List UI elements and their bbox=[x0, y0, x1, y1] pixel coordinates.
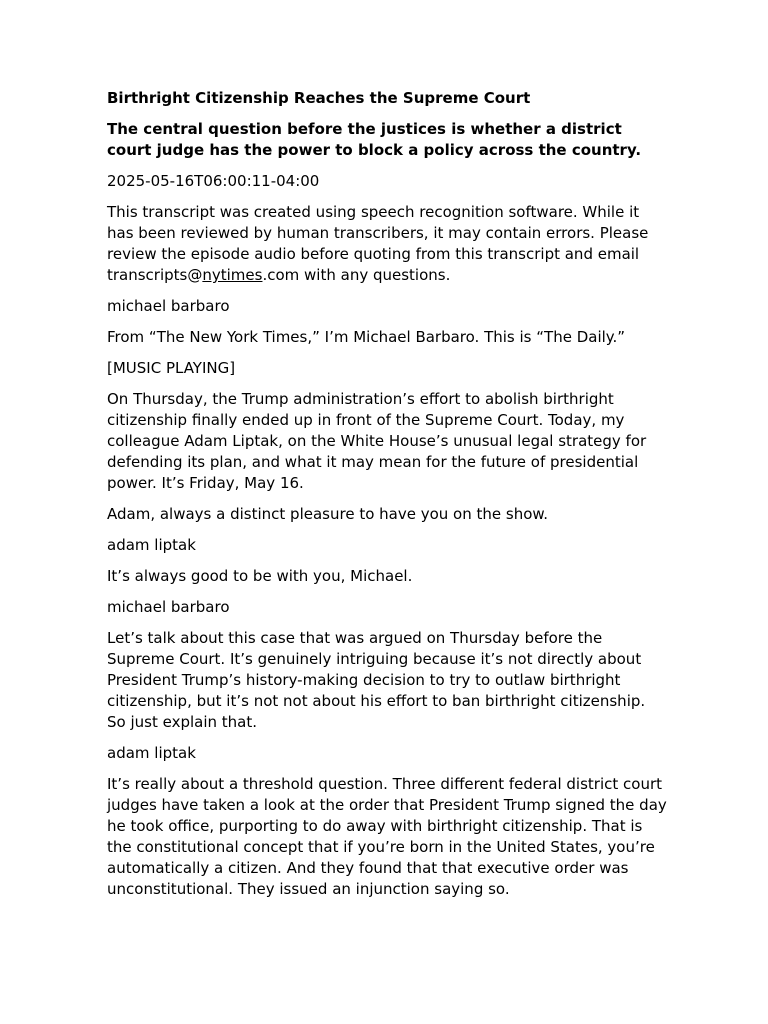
transcript-line: Adam, always a distinct pleasure to have you on the show. bbox=[107, 505, 549, 523]
speaker-name: michael barbaro bbox=[107, 598, 230, 616]
transcript-disclaimer bbox=[107, 202, 667, 286]
transcript-line: From “The New York Times,” I’m Michael Barbaro. This is “The Daily.” bbox=[107, 328, 626, 346]
disclaimer-text: This transcript was created using speech recognition software. While it has been reviewed by human transcribers, it may contain errors. Please review the episode audio before quoting from this transcript and email transcripts@ bbox=[107, 203, 649, 284]
transcript-line: On Thursday, the Trump administration’s effort to abolish birthright citizenship finally ended up in front of the Supreme Court. Today, my colleague Adam Liptak, on the White House’s unusual legal strategy for defending its plan, and what it may mean for the future of presidential power. It’s Friday, May 16. bbox=[107, 390, 647, 492]
article-title: Birthright Citizenship Reaches the Supreme Court bbox=[107, 89, 531, 107]
disclaimer-text-end: .com with any questions. bbox=[262, 266, 451, 284]
nytimes-link[interactable]: nytimes bbox=[202, 266, 263, 284]
transcript-document bbox=[107, 88, 667, 910]
transcript-line: Let’s talk about this case that was argued on Thursday before the Supreme Court. It’s genuinely intriguing because it’s not directly about President Trump’s history-making decision to try to outlaw birthright citizenship, but it’s not not about his effort to ban birthright citizenship. So just explain that. bbox=[107, 629, 646, 731]
transcript-line: It’s always good to be with you, Michael. bbox=[107, 567, 413, 585]
speaker-name: michael barbaro bbox=[107, 297, 230, 315]
transcript-line: [MUSIC PLAYING] bbox=[107, 359, 236, 377]
article-timestamp: 2025-05-16T06:00:11-04:00 bbox=[107, 172, 320, 190]
transcript-line: It’s really about a threshold question. Three different federal district court judges have taken a look at the order that President Trump signed the day he took office, purporting to do away with birthright citizenship. That is the constitutional concept that if you’re born in the United States, you’re automatically a citizen. And they found that that executive order was unconstitutional. They issued an injunction saying so. bbox=[107, 775, 667, 898]
article-subtitle: The central question before the justices is whether a district court judge has the power to block a policy across the country. bbox=[107, 120, 642, 159]
speaker-name: adam liptak bbox=[107, 536, 196, 554]
speaker-name: adam liptak bbox=[107, 744, 196, 762]
